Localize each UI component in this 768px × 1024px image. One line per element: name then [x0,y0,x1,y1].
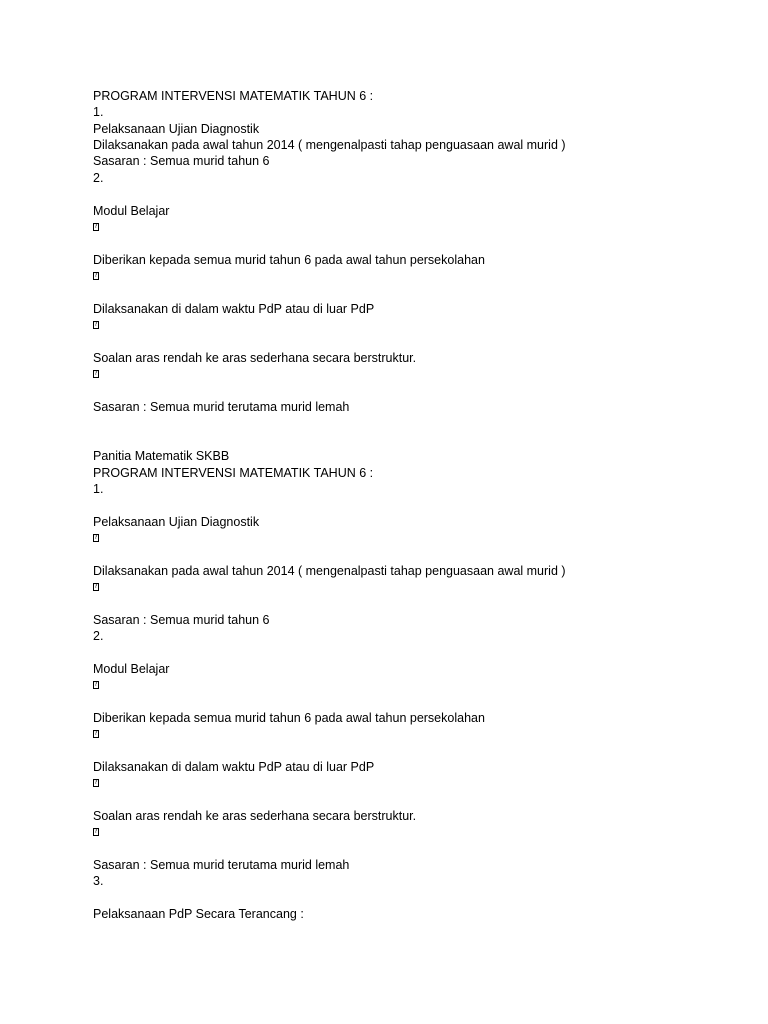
section-heading: Modul Belajar [93,662,170,676]
section-number: 2. [93,629,104,643]
body-text: Soalan aras rendah ke aras sederhana secara berstruktur. [93,351,417,365]
body-text: Diberikan kepada semua murid tahun 6 pada awal tahun persekolahan [93,711,485,725]
body-text: Dilaksanakan pada awal tahun 2014 ( mengenalpasti tahap penguasaan awal murid ) [93,564,566,578]
bullet-glyph-icon: ? [94,272,98,279]
panel-name: Panitia Matematik SKBB [93,449,230,463]
body-text: Sasaran : Semua murid terutama murid lemah [93,858,350,872]
section-heading: Pelaksanaan Ujian Diagnostik [93,122,260,136]
body-text: Soalan aras rendah ke aras sederhana secara berstruktur. [93,809,417,823]
section-heading: Pelaksanaan Ujian Diagnostik [93,515,260,529]
bullet-glyph-icon: ? [94,779,98,786]
section-heading: Pelaksanaan PdP Secara Terancang : [93,907,304,921]
section-heading: Modul Belajar [93,204,170,218]
section-number: 1. [93,105,104,119]
bullet-glyph-icon: ? [94,828,98,835]
body-text: Sasaran : Semua murid tahun 6 [93,613,270,627]
section-number: 3. [93,874,104,888]
bullet-glyph-icon: ? [94,321,98,328]
doc-title: PROGRAM INTERVENSI MATEMATIK TAHUN 6 : [93,466,374,480]
section-number: 2. [93,171,104,185]
body-text: Sasaran : Semua murid tahun 6 [93,154,270,168]
bullet-glyph-icon: ? [94,534,98,541]
bullet-glyph-icon: ? [94,681,98,688]
body-text: Dilaksanakan di dalam waktu PdP atau di luar PdP [93,302,375,316]
bullet-glyph-icon: ? [94,730,98,737]
body-text: Dilaksanakan di dalam waktu PdP atau di luar PdP [93,760,375,774]
body-text: Diberikan kepada semua murid tahun 6 pada awal tahun persekolahan [93,253,485,267]
bullet-glyph-icon: ? [94,583,98,590]
doc-title: PROGRAM INTERVENSI MATEMATIK TAHUN 6 : [93,89,374,103]
body-text: Sasaran : Semua murid terutama murid lemah [93,400,350,414]
bullet-glyph-icon: ? [94,223,98,230]
bullet-glyph-icon: ? [94,370,98,377]
section-number: 1. [93,482,104,496]
body-text: Dilaksanakan pada awal tahun 2014 ( mengenalpasti tahap penguasaan awal murid ) [93,138,566,152]
